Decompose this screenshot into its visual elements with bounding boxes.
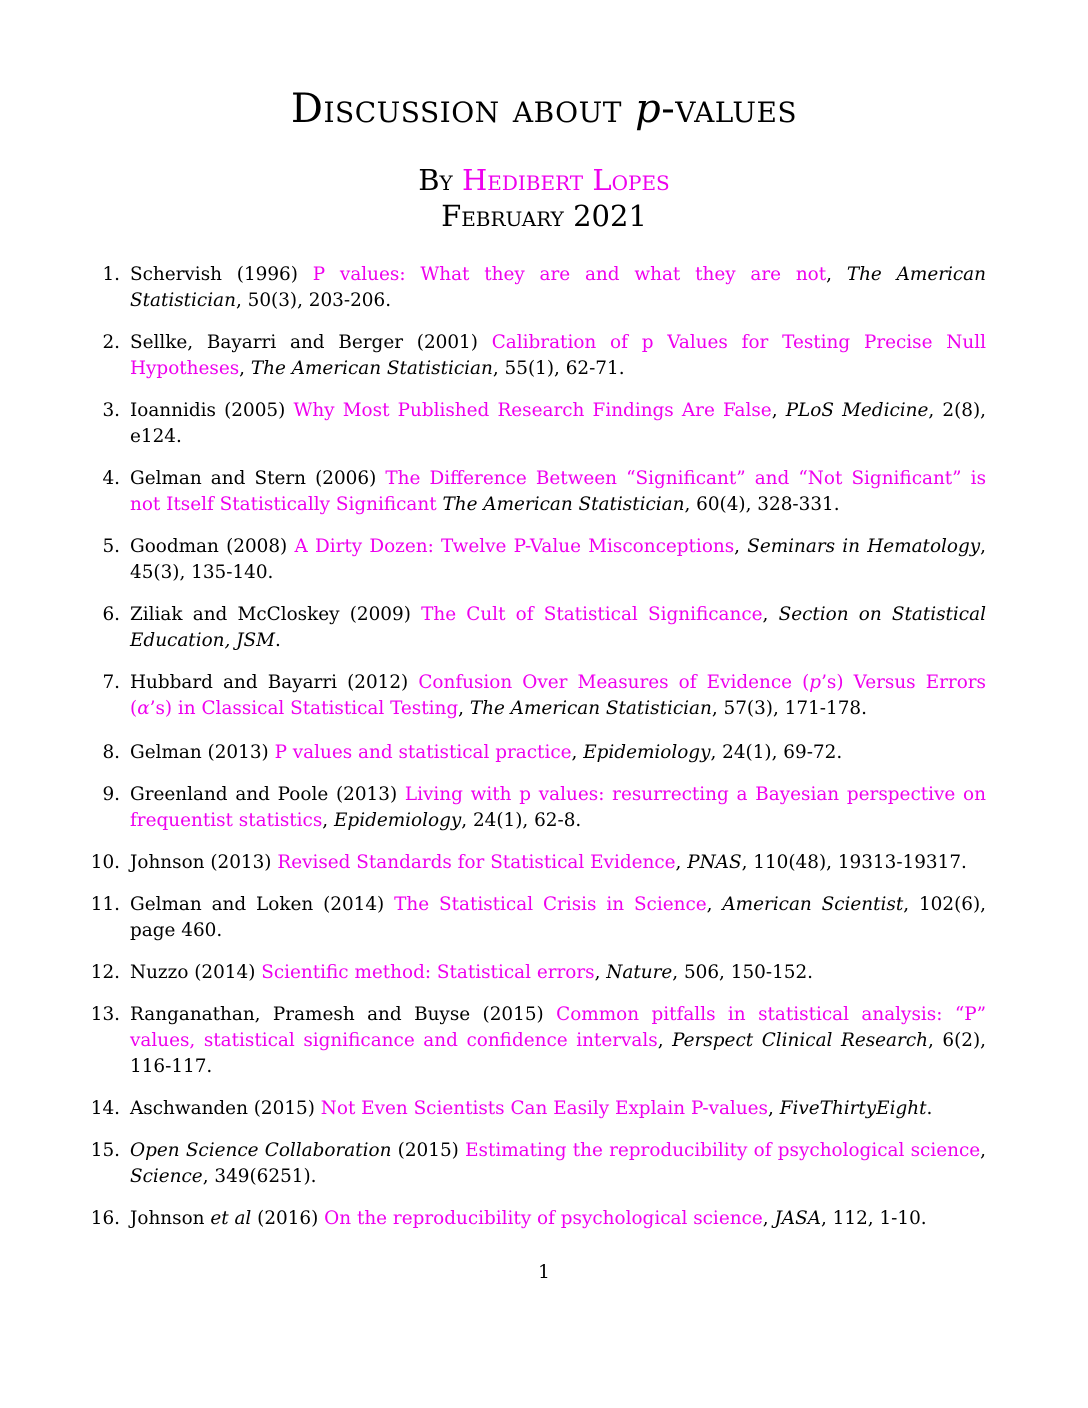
reference-link[interactable]: Not Even Scientists Can Easily Explain P-values [320, 1098, 768, 1119]
reference-number: 5. [102, 536, 120, 557]
reference-number: 2. [102, 332, 120, 353]
reference-item: 8. Gelman (2013) P values and statistical practice, Epidemiology, 24(1), 69-72. [130, 740, 986, 766]
reference-venue: Seminars in Hematology [747, 536, 981, 557]
reference-number: 16. [90, 1208, 120, 1229]
reference-venue: FiveThirtyEight [779, 1098, 927, 1119]
reference-item: 5. Goodman (2008) A Dirty Dozen: Twelve P-Value Misconceptions, Seminars in Hematology, 45(3), 135-140. [130, 534, 986, 586]
reference-link[interactable]: Calibration of p Values for Testing Precise Null Hypotheses [130, 332, 986, 379]
reference-venue: Perspect Clinical Research [672, 1030, 928, 1051]
reference-number: 14. [90, 1098, 120, 1119]
reference-link[interactable]: Common pitfalls in statistical analysis: “P” values, statistical significance and confidence intervals [130, 1004, 986, 1051]
reference-number: 8. [102, 742, 120, 763]
reference-item: 4. Gelman and Stern (2006) The Difference Between “Significant” and “Not Significant” is not Itself Statistically Significant The American Statistician, 60(4), 328-331. [130, 466, 986, 518]
reference-link[interactable]: Estimating the reproducibility of psychological science [465, 1140, 981, 1161]
reference-venue: The American Statistician [469, 698, 712, 719]
reference-number: 10. [90, 852, 120, 873]
reference-number: 13. [90, 1004, 120, 1025]
reference-item: 11. Gelman and Loken (2014) The Statistical Crisis in Science, American Scientist, 102(6), page 460. [130, 892, 986, 944]
reference-item: 1. Schervish (1996) P values: What they are and what they are not, The American Statistician, 50(3), 203-206. [130, 262, 986, 314]
reference-venue: Nature [606, 962, 673, 983]
reference-link[interactable]: Revised Standards for Statistical Evidence [277, 852, 676, 873]
reference-link[interactable]: Confusion Over Measures of Evidence (p’s) Versus Errors (α’s) in Classical Statistical Testing [130, 672, 986, 719]
reference-venue: Section on Statistical Education, JSM [130, 604, 986, 651]
reference-number: 6. [102, 604, 120, 625]
reference-item: 7. Hubbard and Bayarri (2012) Confusion Over Measures of Evidence (p’s) Versus Errors (α’s) in Classical Statistical Testing, The American Statistician, 57(3), 171-178. [130, 670, 986, 722]
reference-item: 13. Ranganathan, Pramesh and Buyse (2015) Common pitfalls in statistical analysis: “P” values, statistical significance and confidence intervals, Perspect Clinical Research, 6(2), 116-117. [130, 1002, 986, 1080]
reference-venue: The American Statistician [250, 358, 493, 379]
reference-item: 6. Ziliak and McCloskey (2009) The Cult of Statistical Significance, Section on Statistical Education, JSM. [130, 602, 986, 654]
reference-venue: JASA [774, 1208, 821, 1229]
reference-item: 14. Aschwanden (2015) Not Even Scientists Can Easily Explain P-values, FiveThirtyEight. [130, 1096, 986, 1122]
reference-link[interactable]: Why Most Published Research Findings Are False [293, 400, 772, 421]
reference-number: 11. [90, 894, 120, 915]
reference-item: 12. Nuzzo (2014) Scientific method: Statistical errors, Nature, 506, 150-152. [130, 960, 986, 986]
reference-link[interactable]: Living with p values: resurrecting a Bayesian perspective on frequentist statistics [130, 784, 986, 831]
reference-venue: The American Statistician [130, 264, 986, 311]
reference-number: 15. [90, 1140, 120, 1161]
reference-number: 12. [90, 962, 120, 983]
reference-link[interactable]: P values: What they are and what they are not [312, 264, 827, 285]
reference-number: 4. [102, 468, 120, 489]
reference-venue: PNAS [687, 852, 742, 873]
reference-link[interactable]: Scientific method: Statistical errors [261, 962, 595, 983]
reference-venue: American Scientist [722, 894, 904, 915]
reference-number: 9. [102, 784, 120, 805]
reference-link[interactable]: P values and statistical practice [274, 742, 572, 763]
reference-venue: Epidemiology [583, 742, 711, 763]
reference-item: 3. Ioannidis (2005) Why Most Published Research Findings Are False, PLoS Medicine, 2(8), e124. [130, 398, 986, 450]
reference-link[interactable]: The Statistical Crisis in Science [394, 894, 707, 915]
by-label: By [418, 163, 453, 197]
document-date: February 2021 [441, 199, 647, 233]
reference-link[interactable]: The Cult of Statistical Significance [421, 604, 763, 625]
author-link[interactable]: Hedibert Lopes [461, 163, 670, 197]
reference-venue: Epidemiology [334, 810, 462, 831]
reference-item: 9. Greenland and Poole (2013) Living with p values: resurrecting a Bayesian perspective on frequentist statistics, Epidemiology, 24(1), 62-8. [130, 782, 986, 834]
reference-item: 2. Sellke, Bayarri and Berger (2001) Calibration of p Values for Testing Precise Null Hypotheses, The American Statistician, 55(1), 62-71. [130, 330, 986, 382]
reference-number: 3. [102, 400, 120, 421]
reference-number: 1. [102, 264, 120, 285]
reference-list [90, 262, 987, 1232]
reference-venue: PLoS Medicine [785, 400, 929, 421]
reference-link[interactable]: A Dirty Dozen: Twelve P-Value Misconceptions [294, 536, 735, 557]
reference-link[interactable]: The Difference Between “Significant” and “Not Significant” is not Itself Statistically Significant [130, 468, 987, 515]
reference-link[interactable]: On the reproducibility of psychological science [324, 1208, 763, 1229]
reference-item: 15. Open Science Collaboration (2015) Estimating the reproducibility of psychological science, Science, 349(6251). [130, 1138, 986, 1190]
author-line [0, 162, 1088, 198]
reference-venue: The American Statistician [442, 494, 685, 515]
document-title: Discussion about p-values [290, 86, 798, 132]
page-number: 1 [538, 1262, 550, 1283]
reference-item: 16. Johnson et al (2016) On the reproducibility of psychological science, JASA, 112, 1-10. [130, 1206, 986, 1232]
reference-venue: Science [130, 1166, 203, 1187]
reference-number: 7. [102, 672, 120, 693]
reference-item: 10. Johnson (2013) Revised Standards for Statistical Evidence, PNAS, 110(48), 19313-19317. [130, 850, 986, 876]
